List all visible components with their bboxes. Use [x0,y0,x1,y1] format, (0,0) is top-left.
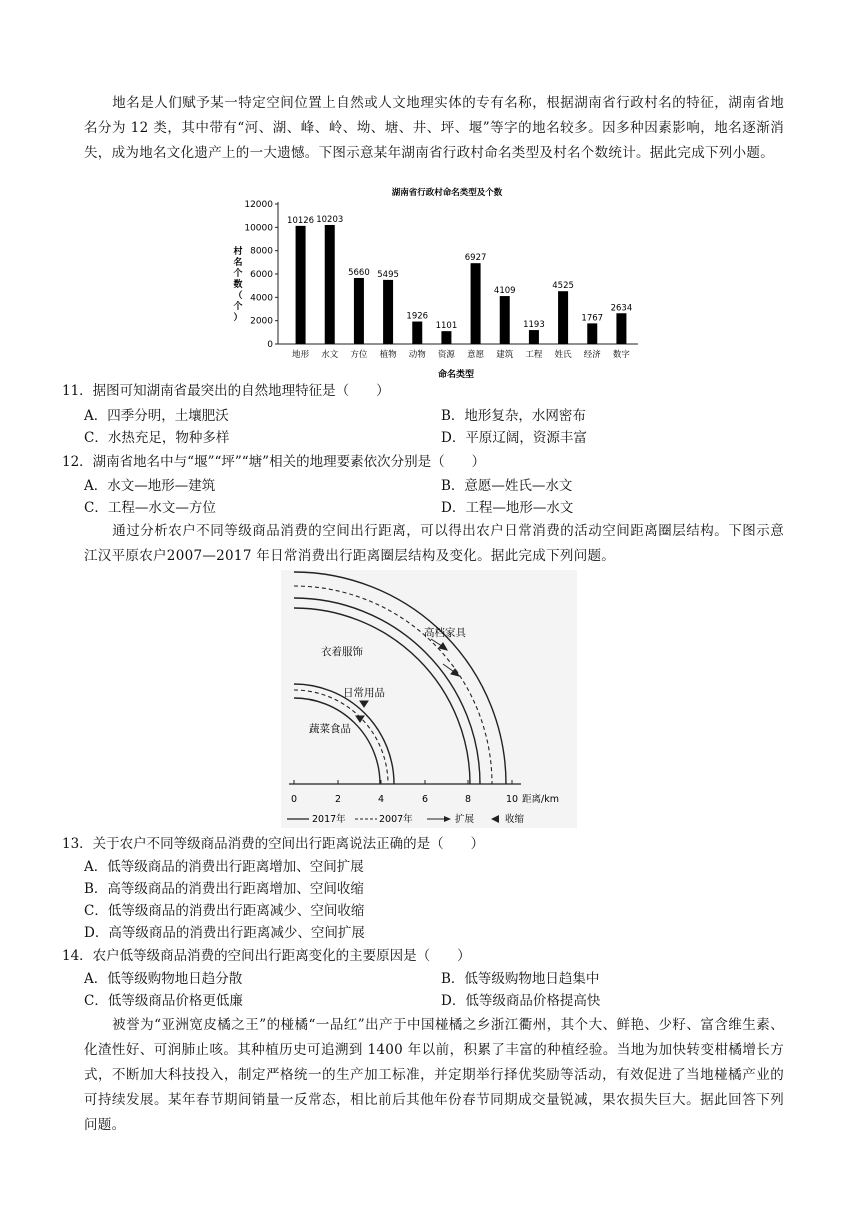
y-tick-label: 8000 [250,246,273,257]
bar-value-label: 5495 [377,269,399,280]
bar-value-label: 10203 [316,214,344,225]
bar-value-label: 4109 [493,286,516,297]
x-tick-0: 0 [290,794,298,805]
bar-植物 [383,280,393,344]
y-tick-label: 6000 [250,270,273,280]
intro-text-3: 被誉为“亚洲宽皮橘之王”的椪橘“一品红”出产于中国椪橘之乡浙江衢州，其个大、鲜艳、少籽、富含维生素、化渣性好、可润肺止咳。其种植历史可追溯到 1400 年以前，积累了丰富的种植经验。当地为加快转变柑橘增长方式，不断加大科技投入，制定严格统一的生产加工标准，并定期举行择优奖励等活动，有效促进了当地椪橘产业的可持续发展。某年春节期间销量一反常态，相比前后其他年份春节同期成交量锐减，果农损失巨大。据此回答下列问题。 [84,1017,784,1133]
question-13: 13．关于农户不同等级商品消费的空间出行距离说法正确的是（ ） [62,836,485,852]
q11-option-c: C．水热充足，物种多样 [84,430,230,446]
legend-shrink: 收缩 [505,814,525,825]
q13-option-b: B．高等级商品的消费出行距离增加、空间收缩 [84,881,364,897]
diagram-background [281,570,577,828]
x-tick-4: 4 [377,794,385,805]
bar-value-label: 1193 [523,320,545,331]
bar-方位 [354,278,364,344]
question-12: 12．湖南省地名中与“堰”“坪”“塘”相关的地理要素依次分别是（ ） [62,454,486,470]
intro-paragraph-2 [84,519,784,569]
q14-option-d: D．低等级商品价格提高快 [441,993,601,1009]
bar-value-label: 2634 [610,303,633,314]
bar-value-label: 6927 [464,253,487,264]
category-label: 水文 [321,350,339,360]
q14-option-a: A．低等级购物地日趋分散 [84,971,243,987]
bar-地形 [296,226,306,344]
category-label: 数字 [612,350,630,360]
q12-option-b: B．意愿—姓氏—水文 [441,478,573,494]
bar-value-label: 1767 [581,313,604,324]
bar-动物 [412,322,422,344]
chart-title: 湖南省行政村命名类型及个数 [391,188,503,198]
bar-经济 [587,323,597,344]
y-tick-label: 4000 [250,293,273,304]
y-tick-label: 10000 [244,223,273,234]
bar-数字 [616,313,626,344]
q13-option-a: A．低等级商品的消费出行距离增加、空间扩展 [84,859,364,875]
category-label: 意愿 [467,350,485,360]
category-label: 植物 [379,350,397,360]
category-label: 经济 [583,350,601,360]
bar-工程 [529,330,539,344]
x-tick-10: 10 [505,794,519,805]
bar-value-label: 1101 [435,321,458,332]
y-tick-label: 2000 [250,316,273,327]
category-label: 方位 [350,350,368,360]
y-tick-label: 0 [267,340,273,350]
bar-资源 [441,331,451,344]
q11-option-a: A．四季分明，土壤肥沃 [84,408,229,424]
intro-text-2: 通过分析农户不同等级商品消费的空间出行距离，可以得出农户日常消费的活动空间距离圈层结构。下图示意江汉平原农户2007—2017 年日常消费出行距离圈层结构及变化。据此完成下列问题。 [84,523,784,564]
category-label: 资源 [437,350,455,360]
label-furniture: 高档家具 [424,627,466,639]
q12-option-a: A．水文—地形—建筑 [84,478,216,494]
x-tick-6: 6 [421,794,429,805]
intro-paragraph-3 [84,1013,784,1138]
category-label: 动物 [408,350,426,360]
q14-option-c: C．低等级商品价格更低廉 [84,993,243,1009]
bar-value-label: 4525 [552,281,574,292]
bar-value-label: 1926 [406,311,429,322]
bar-value-label: 5660 [348,267,370,278]
bar-建筑 [500,296,510,344]
q11-option-b: B．地形复杂，水网密布 [441,408,586,424]
legend-2017: 2017年 [312,814,346,825]
y-axis-label: 村名个数（个） [233,247,243,323]
bars [287,215,632,344]
legend-expand: 扩展 [455,814,475,825]
label-vegetables: 蔬菜食品 [309,723,351,735]
question-11: 11．据图可知湖南省最突出的自然地理特征是（ ） [62,383,390,399]
bar-姓氏 [558,291,568,344]
x-axis [292,349,630,360]
bar-chart [222,180,642,380]
label-clothing: 衣着服饰 [321,646,363,658]
x-tick-8: 8 [464,794,472,805]
bar-value-label: 10126 [287,215,315,226]
x-tick-2: 2 [334,794,342,805]
category-label: 姓氏 [554,350,572,360]
x-unit-label: 距离/km [522,794,559,805]
label-daily-goods: 日常用品 [343,687,385,699]
category-label: 工程 [525,350,543,360]
category-label: 地形 [292,350,310,360]
bar-水文 [325,225,335,344]
q14-option-b: B．低等级购物地日趋集中 [441,971,600,987]
q13-option-c: C．低等级商品的消费出行距离减少、空间收缩 [84,903,365,919]
x-axis-label: 命名类型 [437,370,475,380]
legend-2007: 2007年 [379,814,413,825]
y-tick-label: 12000 [244,200,273,210]
q12-option-d: D．工程—地形—水文 [441,500,574,516]
q12-option-c: C．工程—水文—方位 [84,500,216,516]
intro-paragraph-1 [84,91,784,166]
intro-text-1: 地名是人们赋予某一特定空间位置上自然或人文地理实体的专有名称，根据湖南省行政村名的特征，湖南省地名分为 12 类，其中带有“河、湖、峰、岭、坳、塘、井、坪、堰”等字的地名较多。因多种因素影响，地名逐渐消失，成为地名文化遗产上的一大遗憾。下图示意某年湖南省行政村命名类型及村名个数统计。据此完成下列小题。 [84,95,784,161]
question-14: 14．农户低等级商品消费的空间出行距离变化的主要原因是（ ） [62,948,471,964]
q11-option-d: D．平原辽阔，资源丰富 [441,430,587,446]
distance-ring-diagram [281,570,581,830]
q13-option-d: D．高等级商品的消费出行距离减少、空间扩展 [84,925,365,941]
category-label: 建筑 [496,350,514,360]
bar-意愿 [471,263,481,344]
